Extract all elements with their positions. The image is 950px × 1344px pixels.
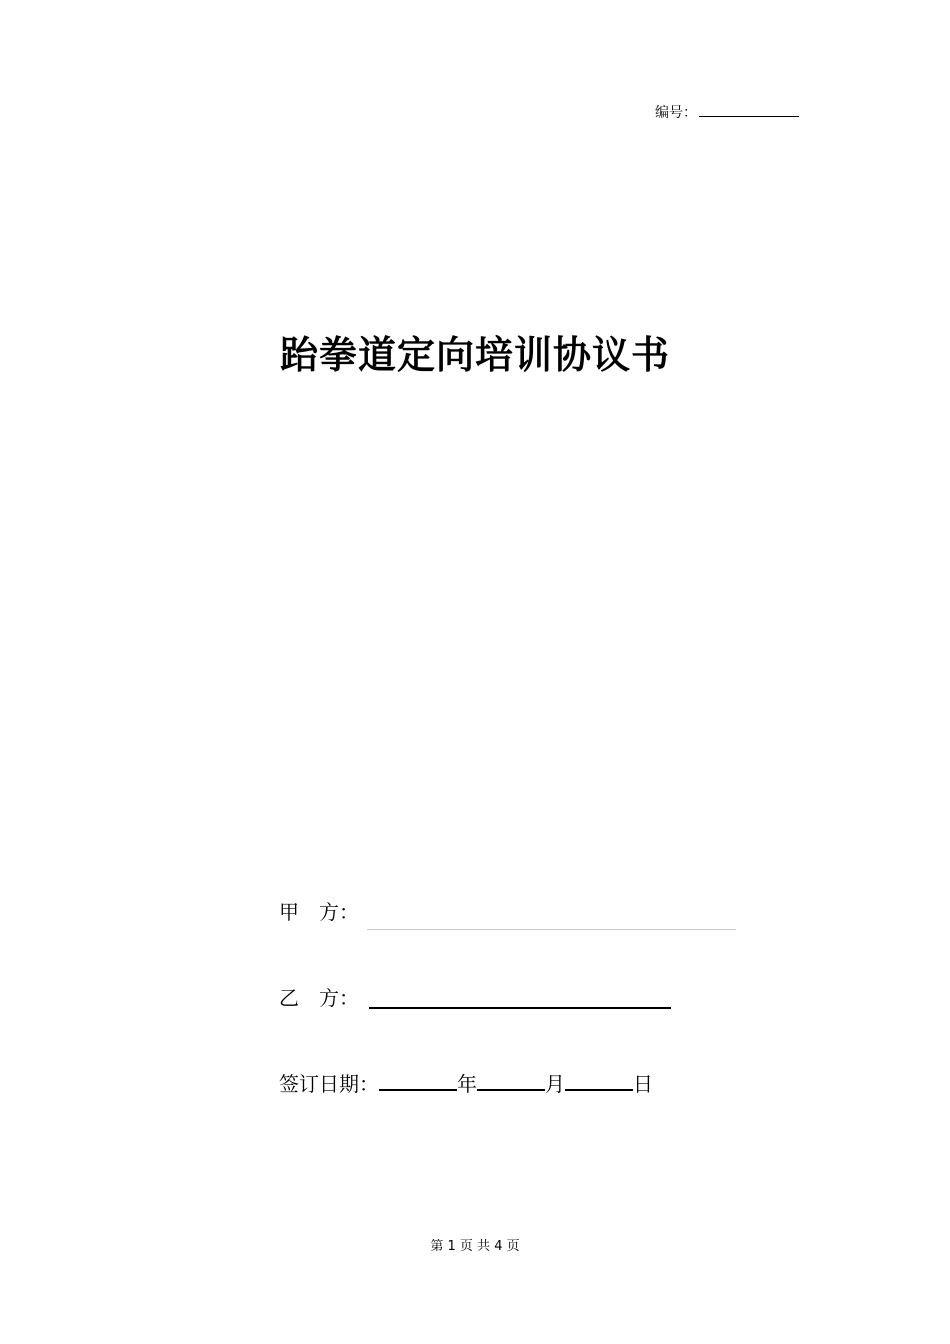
month-blank [477, 1071, 545, 1091]
party-a-blank-line [367, 929, 736, 930]
party-b-label: 乙 方： [279, 986, 359, 1010]
sign-date-row [279, 1070, 653, 1098]
year-label: 年 [457, 1072, 477, 1096]
day-label: 日 [633, 1072, 653, 1096]
party-b-row [279, 984, 359, 1012]
party-a-label: 甲 方： [279, 900, 359, 924]
party-b-blank-line [369, 1007, 671, 1009]
footer-middle: 页 共 [459, 1239, 491, 1254]
document-number-blank [699, 102, 799, 117]
year-blank [379, 1071, 457, 1091]
footer-prefix: 第 [430, 1239, 444, 1254]
document-number-label: 编号： [655, 105, 697, 121]
day-blank [565, 1071, 633, 1091]
month-label: 月 [545, 1072, 565, 1096]
page-footer [0, 1238, 950, 1256]
footer-total-pages: 4 [494, 1239, 503, 1254]
sign-date-label: 签订日期： [279, 1072, 379, 1096]
footer-suffix: 页 [506, 1239, 520, 1254]
document-number [655, 102, 799, 123]
party-a-row [279, 898, 359, 926]
footer-page-number: 1 [447, 1239, 456, 1254]
document-title: 跆拳道定向培训协议书 [279, 332, 670, 377]
